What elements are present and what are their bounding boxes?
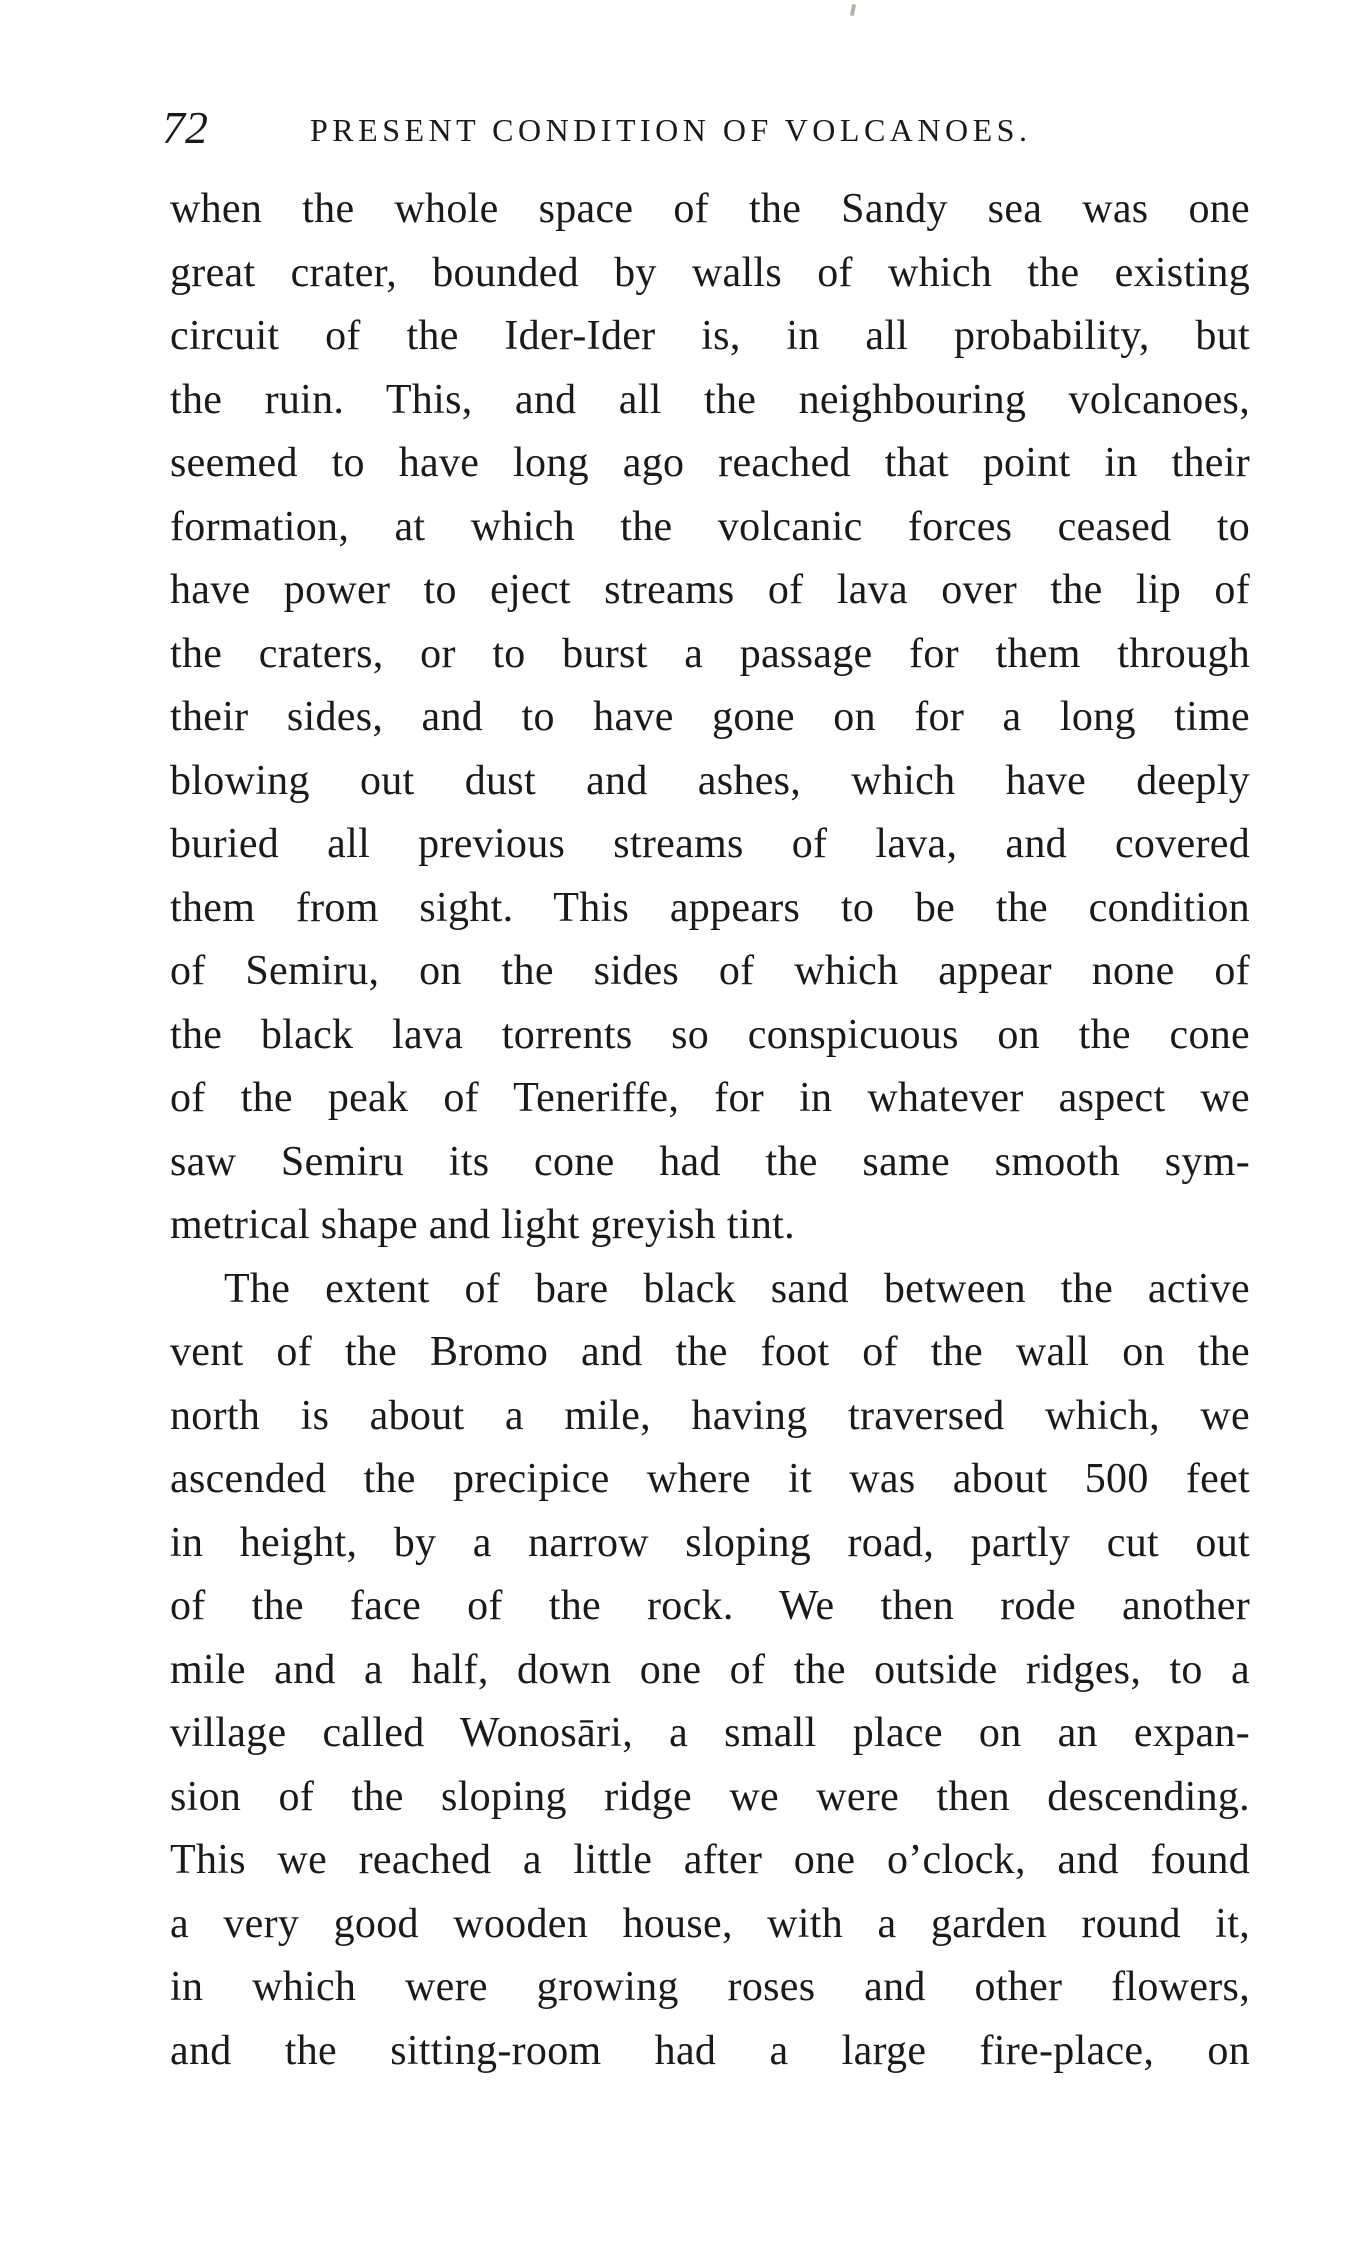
stray-ink-mark bbox=[850, 4, 856, 17]
text-line: village called Wonosāri, a small place on an expan- bbox=[170, 1710, 1250, 1756]
text-line: mile and a half, down one of the outside ridges, to a bbox=[170, 1646, 1250, 1693]
text-line: This we reached a little after one o’clock, and found bbox=[170, 1837, 1250, 1883]
text-line: ascended the precipice where it was about 500 feet bbox=[170, 1456, 1250, 1502]
text-line: of the peak of Teneriffe, for in whatever aspect we bbox=[170, 1075, 1250, 1121]
text-line: seemed to have long ago reached that point in their bbox=[170, 440, 1250, 486]
text-line: in which were growing roses and other flowers, bbox=[170, 1964, 1250, 2010]
text-line: buried all previous streams of lava, and covered bbox=[170, 821, 1250, 867]
text-line: their sides, and to have gone on for a long time bbox=[170, 694, 1250, 740]
text-line: and the sitting-room had a large fire-place, on bbox=[170, 2027, 1250, 2074]
text-line: metrical shape and light greyish tint. bbox=[170, 1202, 795, 1248]
text-line: of Semiru, on the sides of which appear none of bbox=[170, 948, 1250, 994]
running-title: PRESENT CONDITION OF VOLCANOES. bbox=[310, 112, 1032, 148]
page-number: 72 bbox=[162, 102, 208, 153]
text-line: north is about a mile, having traversed which, we bbox=[170, 1392, 1250, 1439]
text-line: the black lava torrents so conspicuous on the cone bbox=[170, 1011, 1250, 1058]
text-line: formation, at which the volcanic forces ceased to bbox=[170, 503, 1250, 550]
text-line: blowing out dust and ashes, which have deeply bbox=[170, 757, 1250, 804]
text-line: vent of the Bromo and the foot of the wall on the bbox=[170, 1329, 1250, 1375]
text-line: when the whole space of the Sandy sea was one bbox=[170, 186, 1250, 232]
text-line: the ruin. This, and all the neighbouring volcanoes, bbox=[170, 376, 1250, 423]
text-line: circuit of the Ider-Ider is, in all probability, but bbox=[170, 313, 1250, 359]
text-line: sion of the sloping ridge we were then descending. bbox=[170, 1773, 1250, 1820]
running-head bbox=[162, 98, 1262, 158]
body-text bbox=[170, 178, 1250, 2083]
paragraph-start-line: The extent of bare black sand between the active bbox=[224, 1265, 1250, 1312]
text-line: of the face of the rock. We then rode another bbox=[170, 1583, 1250, 1629]
text-line: in height, by a narrow sloping road, partly cut out bbox=[170, 1519, 1250, 1566]
text-line: great crater, bounded by walls of which the existing bbox=[170, 249, 1250, 296]
text-line: a very good wooden house, with a garden round it, bbox=[170, 1900, 1250, 1947]
text-line: have power to eject streams of lava over the lip of bbox=[170, 567, 1250, 613]
text-line: saw Semiru its cone had the same smooth sym- bbox=[170, 1138, 1250, 1185]
text-line: the craters, or to burst a passage for them through bbox=[170, 630, 1250, 677]
text-line: them from sight. This appears to be the condition bbox=[170, 884, 1250, 931]
